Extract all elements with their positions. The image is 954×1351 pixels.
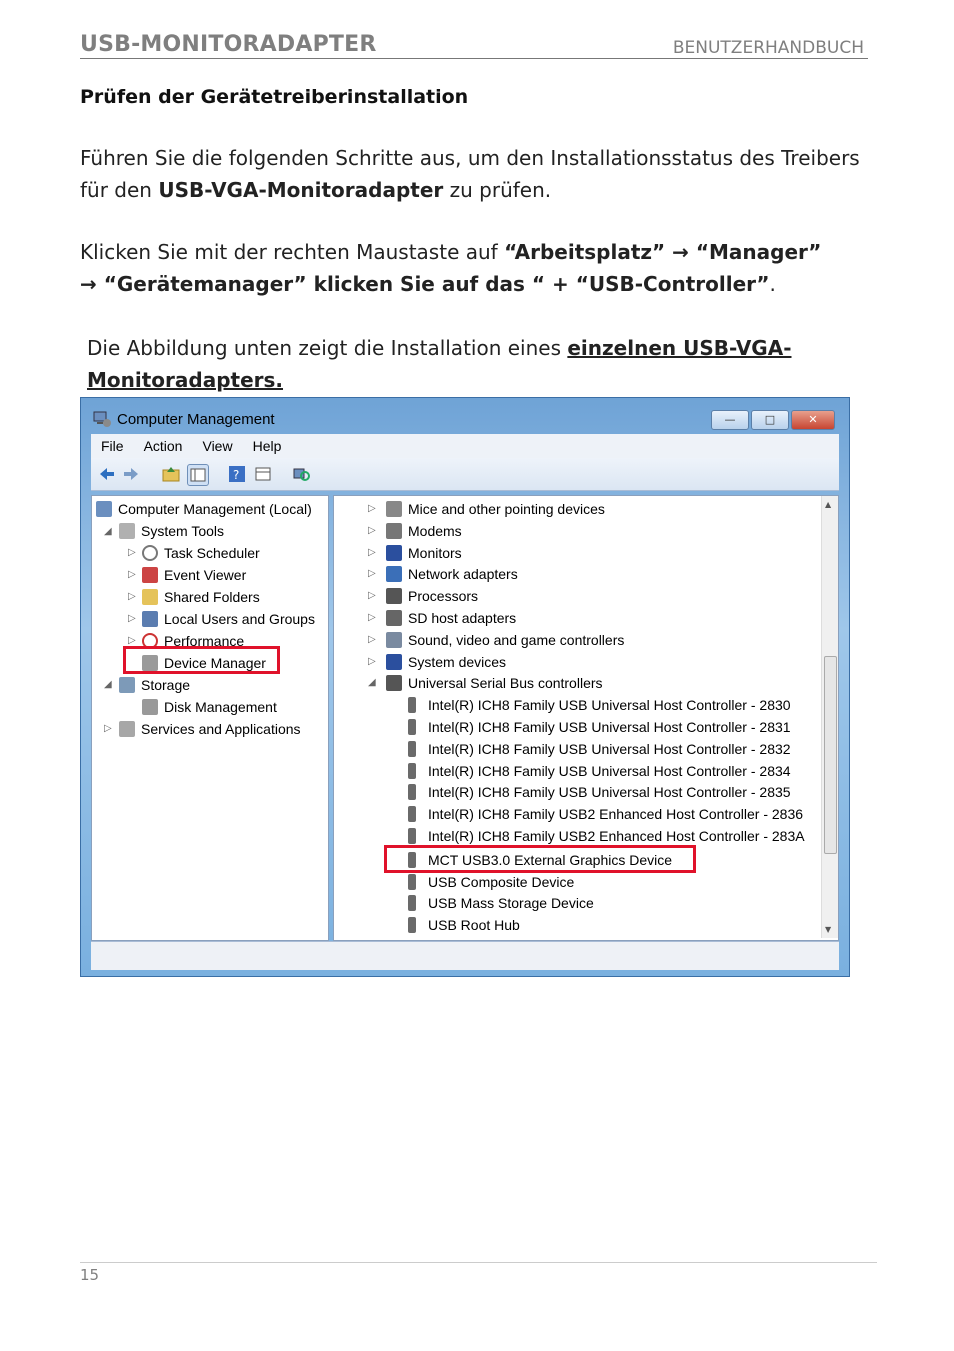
toolbar xyxy=(91,458,839,491)
usb-device-item[interactable] xyxy=(408,718,791,736)
document-title: USB-MONITORADAPTER xyxy=(80,32,377,57)
monitor-icon xyxy=(386,545,402,561)
device-category[interactable] xyxy=(386,631,624,649)
tree-system-tools[interactable] xyxy=(119,522,224,540)
para1-text-end: zu prüfen. xyxy=(443,178,552,202)
users-icon xyxy=(142,611,158,627)
modem-icon xyxy=(386,523,402,539)
paragraph-intro xyxy=(80,142,860,206)
sound-icon xyxy=(386,632,402,648)
svg-text:?: ? xyxy=(233,468,240,482)
usb-device-label: Intel(R) ICH8 Family USB Universal Host Controller - 2830 xyxy=(428,697,791,714)
menu-bar xyxy=(91,434,839,458)
tree-label: Event Viewer xyxy=(164,567,247,583)
device-category-label: Modems xyxy=(408,522,462,539)
back-arrow-icon[interactable] xyxy=(97,464,117,484)
tree-label: Performance xyxy=(164,633,245,649)
expand-arrow-icon[interactable]: ▷ xyxy=(368,590,376,602)
usb-device-item[interactable] xyxy=(408,740,791,758)
section-title: Prüfen der Gerätetreiberinstallation xyxy=(80,86,469,108)
expand-arrow-icon[interactable]: ▷ xyxy=(128,591,136,602)
para2-end: . xyxy=(769,272,776,296)
tree-services-applications[interactable] xyxy=(119,720,301,738)
console-tree-panel xyxy=(91,495,329,941)
device-category[interactable] xyxy=(386,653,506,671)
expand-arrow-icon[interactable]: ▷ xyxy=(368,655,376,667)
help-icon[interactable] xyxy=(227,464,247,484)
usb-device-item[interactable] xyxy=(408,805,803,823)
expand-arrow-icon[interactable]: ▷ xyxy=(368,503,376,514)
computer-management-icon xyxy=(93,410,111,428)
footer-rule xyxy=(80,1262,877,1263)
expand-arrow-icon[interactable]: ▷ xyxy=(128,547,136,558)
menu-view[interactable]: View xyxy=(202,438,233,454)
usb-device-label: Intel(R) ICH8 Family USB Universal Host Controller - 2831 xyxy=(428,719,791,735)
status-bar xyxy=(91,941,839,970)
usb-device-item[interactable] xyxy=(408,916,520,934)
expand-arrow-icon[interactable]: ▷ xyxy=(104,723,112,734)
device-category-label: System devices xyxy=(408,653,507,670)
services-icon xyxy=(119,721,135,737)
device-category[interactable] xyxy=(386,565,518,583)
usb-device-item[interactable] xyxy=(408,827,805,845)
usb-plug-icon xyxy=(408,784,416,800)
usb-device-label: MCT USB3.0 External Graphics Device xyxy=(428,851,673,868)
tree-disk-management[interactable] xyxy=(142,698,277,716)
highlight-box xyxy=(123,646,280,674)
expand-arrow-icon[interactable]: ▷ xyxy=(368,546,376,558)
tree-label: Device Manager xyxy=(164,655,266,671)
show-hide-tree-icon[interactable] xyxy=(187,464,209,486)
clock-icon xyxy=(142,545,158,561)
usb-device-label: USB Composite Device xyxy=(428,873,575,890)
tree-label: Task Scheduler xyxy=(164,545,260,561)
tree-label: Disk Management xyxy=(164,699,277,715)
tree-label: System Tools xyxy=(141,523,224,539)
device-category[interactable] xyxy=(386,522,462,540)
scrollbar-thumb[interactable] xyxy=(824,656,837,854)
tree-computer-management[interactable] xyxy=(96,500,312,518)
device-category-label: Network adapters xyxy=(408,566,518,583)
device-category[interactable] xyxy=(386,587,478,605)
paragraph-steps xyxy=(80,236,880,300)
tree-label: Services and Applications xyxy=(141,721,301,737)
device-category-label: Mice and other pointing devices xyxy=(408,501,605,517)
device-category[interactable] xyxy=(386,674,603,692)
device-category-label: Universal Serial Bus controllers xyxy=(408,675,603,692)
para3-underlined: einzelnen USB-VGA-Monitoradapters. xyxy=(87,336,792,392)
tree-label: Storage xyxy=(141,677,191,693)
usb-device-label: Intel(R) ICH8 Family USB Universal Host Controller - 2834 xyxy=(428,762,791,779)
menu-file[interactable]: File xyxy=(101,438,124,454)
para1-bold: USB-VGA-Monitoradapter xyxy=(158,178,444,202)
usb-device-item[interactable] xyxy=(408,783,791,801)
tree-label: Local Users and Groups xyxy=(164,611,315,627)
page-number: 15 xyxy=(80,1266,100,1284)
device-category-label: Sound, video and game controllers xyxy=(408,631,625,648)
tree-storage[interactable] xyxy=(119,676,190,694)
up-folder-icon[interactable] xyxy=(161,464,181,484)
scan-hardware-icon[interactable] xyxy=(291,464,311,484)
usb-device-label: Intel(R) ICH8 Family USB2 Enhanced Host Controller - 283A xyxy=(428,828,805,844)
properties-icon[interactable] xyxy=(253,464,273,484)
page-header xyxy=(80,30,868,59)
expand-arrow-icon[interactable]: ▷ xyxy=(128,613,136,624)
processor-icon xyxy=(386,588,402,604)
tools-icon xyxy=(119,523,135,539)
usb-plug-icon xyxy=(408,917,416,933)
shared-folder-icon xyxy=(142,589,158,605)
usb-device-item[interactable] xyxy=(408,873,574,891)
forward-arrow-icon[interactable] xyxy=(121,464,141,484)
expand-arrow-icon[interactable]: ▷ xyxy=(128,569,136,580)
vertical-scrollbar[interactable] xyxy=(821,496,838,938)
device-category-label: SD host adapters xyxy=(408,610,517,626)
usb-device-label: Intel(R) ICH8 Family USB2 Enhanced Host Controller - 2836 xyxy=(428,806,804,823)
device-category[interactable] xyxy=(386,500,605,518)
collapse-arrow-icon[interactable]: ◢ xyxy=(104,679,112,690)
expand-arrow-icon[interactable]: ▷ xyxy=(368,568,376,580)
highlight-box xyxy=(384,845,696,873)
storage-icon xyxy=(119,677,135,693)
usb-plug-icon xyxy=(408,719,416,735)
document-type: BENUTZERHANDBUCH xyxy=(672,38,864,58)
network-adapter-icon xyxy=(386,566,402,582)
arrow-1: → xyxy=(665,240,696,264)
para3-text: Die Abbildung unten zeigt die Installation eines xyxy=(87,336,568,360)
tree-shared-folders[interactable] xyxy=(142,588,260,606)
usb-plug-icon xyxy=(408,741,416,757)
usb-device-label: Intel(R) ICH8 Family USB Universal Host Controller - 2832 xyxy=(428,740,791,757)
tree-label: Shared Folders xyxy=(164,589,260,605)
usb-plug-icon xyxy=(408,828,416,844)
usb-plug-icon xyxy=(408,763,416,779)
step-manager: “Manager” xyxy=(695,240,822,264)
collapse-arrow-icon[interactable]: ◢ xyxy=(104,526,112,537)
step-geraetemanager: “Gerätemanager” klicken Sie auf das “ + “USB-Controller” xyxy=(103,272,770,296)
computer-icon xyxy=(96,501,112,517)
tree-event-viewer[interactable] xyxy=(142,566,246,584)
device-category[interactable] xyxy=(386,544,462,562)
expand-arrow-icon[interactable]: ▷ xyxy=(368,633,376,645)
device-category-label: Processors xyxy=(408,588,479,605)
usb-device-item[interactable] xyxy=(408,894,594,912)
sd-card-icon xyxy=(386,610,402,626)
tree-local-users-groups[interactable] xyxy=(142,610,315,628)
arrow-2: → xyxy=(80,272,104,296)
device-tree-panel xyxy=(333,495,839,941)
window-title: Computer Management xyxy=(117,411,275,428)
tree-task-scheduler[interactable] xyxy=(142,544,260,562)
tree-label: Computer Management (Local) xyxy=(118,501,312,517)
usb-device-label: USB Mass Storage Device xyxy=(428,895,594,912)
usb-plug-icon xyxy=(408,895,416,911)
usb-plug-icon xyxy=(408,806,416,822)
usb-device-item[interactable] xyxy=(408,696,791,714)
event-viewer-icon xyxy=(142,567,158,583)
para1-text: Führen Sie die folgenden Schritte aus, um den Installationsstatus des Treibers für den xyxy=(80,146,860,202)
usb-plug-icon xyxy=(408,697,416,713)
mouse-icon xyxy=(386,501,402,517)
close-button[interactable]: ✕ xyxy=(791,410,835,430)
step-arbeitsplatz: “Arbeitsplatz” xyxy=(504,240,666,264)
usb-device-item[interactable] xyxy=(408,762,791,780)
scroll-down-icon[interactable]: ▼ xyxy=(825,925,832,934)
menu-help[interactable]: Help xyxy=(252,438,282,454)
paragraph-figure-intro xyxy=(87,332,867,396)
device-category-label: Monitors xyxy=(408,544,462,561)
collapse-arrow-icon[interactable]: ◢ xyxy=(368,677,376,689)
para2-text: Klicken Sie mit der rechten Maustaste auf xyxy=(80,240,505,264)
maximize-button[interactable]: □ xyxy=(751,410,789,430)
system-device-icon xyxy=(386,654,402,670)
usb-controller-icon xyxy=(386,675,402,691)
expand-arrow-icon[interactable]: ▷ xyxy=(368,524,376,536)
scroll-up-icon[interactable]: ▲ xyxy=(825,500,832,509)
disk-icon xyxy=(142,699,158,715)
menu-action[interactable]: Action xyxy=(143,438,183,454)
usb-device-label: USB Root Hub xyxy=(428,917,520,934)
computer-management-window xyxy=(80,397,850,977)
device-category[interactable] xyxy=(386,609,516,627)
expand-arrow-icon[interactable]: ▷ xyxy=(368,612,376,623)
usb-device-label: Intel(R) ICH8 Family USB Universal Host Controller - 2835 xyxy=(428,784,791,801)
usb-plug-icon xyxy=(408,874,416,890)
expand-arrow-icon[interactable]: ▷ xyxy=(128,635,136,646)
minimize-button[interactable]: — xyxy=(711,410,749,430)
